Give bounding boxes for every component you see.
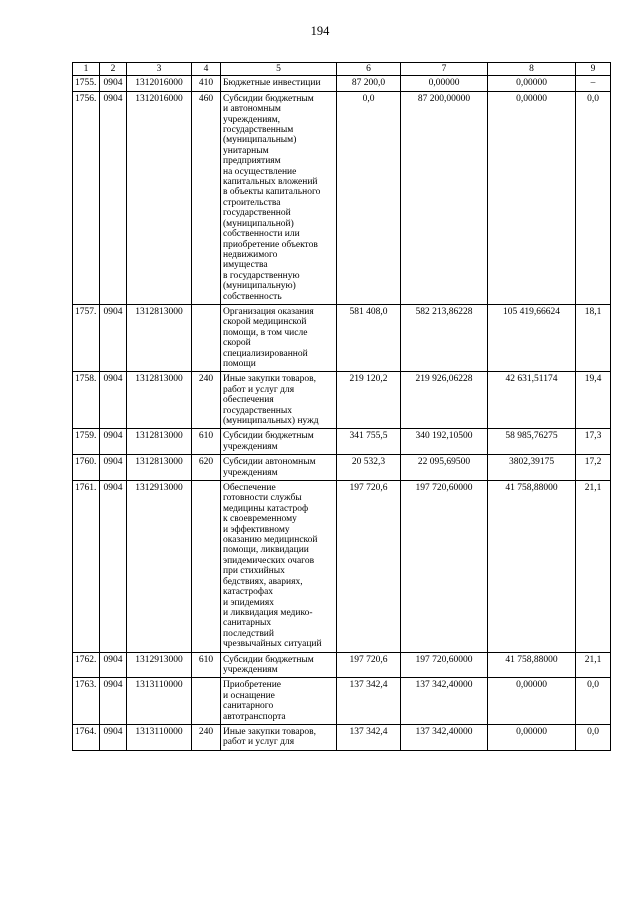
refined-amount-cell: 137 342,40000 <box>401 678 488 725</box>
expense-type-cell: 410 <box>192 76 221 91</box>
table-row <box>73 76 611 91</box>
plan-amount-cell: 0,0 <box>337 91 401 304</box>
executed-amount-cell: 0,00000 <box>488 678 576 725</box>
header-cell: 7 <box>401 63 488 76</box>
section-code-cell: 0904 <box>100 372 127 429</box>
row-number-cell: 1758. <box>73 372 100 429</box>
expense-type-cell: 240 <box>192 372 221 429</box>
executed-amount-cell: 0,00000 <box>488 76 576 91</box>
row-number-cell: 1763. <box>73 678 100 725</box>
item-name-cell: Иные закупки товаров, работ и услуг для <box>221 724 337 750</box>
expense-type-cell: 620 <box>192 455 221 481</box>
executed-amount-cell: 41 758,88000 <box>488 481 576 653</box>
refined-amount-cell: 22 095,69500 <box>401 455 488 481</box>
target-code-cell: 1312016000 <box>127 76 192 91</box>
table-row <box>73 429 611 455</box>
plan-amount-cell: 219 120,2 <box>337 372 401 429</box>
table-row <box>73 372 611 429</box>
table-row <box>73 91 611 304</box>
header-cell: 6 <box>337 63 401 76</box>
table-row <box>73 304 611 371</box>
table-row <box>73 724 611 750</box>
header-cell: 1 <box>73 63 100 76</box>
section-code-cell: 0904 <box>100 678 127 725</box>
target-code-cell: 1312016000 <box>127 91 192 304</box>
plan-amount-cell: 341 755,5 <box>337 429 401 455</box>
row-number-cell: 1756. <box>73 91 100 304</box>
plan-amount-cell: 197 720,6 <box>337 652 401 678</box>
item-name-cell: Бюджетные инвестиции <box>221 76 337 91</box>
row-number-cell: 1760. <box>73 455 100 481</box>
percent-cell: 19,4 <box>576 372 611 429</box>
item-name-cell: Приобретение и оснащение санитарного автотранспорта <box>221 678 337 725</box>
table-row <box>73 455 611 481</box>
item-name-cell: Обеспечение готовности службы медицины катастроф к своевременному и эффективному оказанию медицинской помощи, ликвидации эпидемических очагов при стихийных бедствиях, авариях, катастрофах и эпидемиях и ликвидация медико- санитарных последствий чрезвычайных ситуаций <box>221 481 337 653</box>
header-cell: 9 <box>576 63 611 76</box>
header-cell: 3 <box>127 63 192 76</box>
plan-amount-cell: 87 200,0 <box>337 76 401 91</box>
section-code-cell: 0904 <box>100 91 127 304</box>
target-code-cell: 1312813000 <box>127 372 192 429</box>
item-name-cell: Субсидии автономным учреждениям <box>221 455 337 481</box>
plan-amount-cell: 137 342,4 <box>337 724 401 750</box>
item-name-cell: Субсидии бюджетным учреждениям <box>221 652 337 678</box>
section-code-cell: 0904 <box>100 429 127 455</box>
refined-amount-cell: 197 720,60000 <box>401 481 488 653</box>
row-number-cell: 1762. <box>73 652 100 678</box>
table-body <box>73 76 611 750</box>
expense-type-cell: 610 <box>192 652 221 678</box>
executed-amount-cell: 41 758,88000 <box>488 652 576 678</box>
refined-amount-cell: 582 213,86228 <box>401 304 488 371</box>
header-cell: 8 <box>488 63 576 76</box>
table-row <box>73 678 611 725</box>
section-code-cell: 0904 <box>100 724 127 750</box>
percent-cell: 21,1 <box>576 481 611 653</box>
target-code-cell: 1313110000 <box>127 678 192 725</box>
header-cell: 5 <box>221 63 337 76</box>
target-code-cell: 1312913000 <box>127 481 192 653</box>
row-number-cell: 1757. <box>73 304 100 371</box>
row-number-cell: 1764. <box>73 724 100 750</box>
section-code-cell: 0904 <box>100 76 127 91</box>
header-cell: 2 <box>100 63 127 76</box>
executed-amount-cell: 58 985,76275 <box>488 429 576 455</box>
expense-type-cell <box>192 481 221 653</box>
plan-amount-cell: 20 532,3 <box>337 455 401 481</box>
section-code-cell: 0904 <box>100 652 127 678</box>
refined-amount-cell: 197 720,60000 <box>401 652 488 678</box>
refined-amount-cell: 0,00000 <box>401 76 488 91</box>
header-row <box>73 63 611 76</box>
percent-cell: 21,1 <box>576 652 611 678</box>
refined-amount-cell: 137 342,40000 <box>401 724 488 750</box>
budget-table <box>72 62 611 751</box>
header-cell: 4 <box>192 63 221 76</box>
target-code-cell: 1313110000 <box>127 724 192 750</box>
item-name-cell: Иные закупки товаров, работ и услуг для обеспечения государственных (муниципальных) нужд <box>221 372 337 429</box>
percent-cell: 17,2 <box>576 455 611 481</box>
row-number-cell: 1755. <box>73 76 100 91</box>
target-code-cell: 1312813000 <box>127 455 192 481</box>
section-code-cell: 0904 <box>100 304 127 371</box>
executed-amount-cell: 42 631,51174 <box>488 372 576 429</box>
percent-cell: 18,1 <box>576 304 611 371</box>
page-number: 194 <box>310 24 330 38</box>
row-number-cell: 1761. <box>73 481 100 653</box>
target-code-cell: 1312813000 <box>127 304 192 371</box>
expense-type-cell <box>192 678 221 725</box>
plan-amount-cell: 581 408,0 <box>337 304 401 371</box>
refined-amount-cell: 87 200,00000 <box>401 91 488 304</box>
executed-amount-cell: 105 419,66624 <box>488 304 576 371</box>
refined-amount-cell: 219 926,06228 <box>401 372 488 429</box>
table-row <box>73 652 611 678</box>
section-code-cell: 0904 <box>100 481 127 653</box>
refined-amount-cell: 340 192,10500 <box>401 429 488 455</box>
executed-amount-cell: 0,00000 <box>488 724 576 750</box>
expense-type-cell: 610 <box>192 429 221 455</box>
row-number-cell: 1759. <box>73 429 100 455</box>
executed-amount-cell: 0,00000 <box>488 91 576 304</box>
percent-cell: – <box>576 76 611 91</box>
item-name-cell: Субсидии бюджетным учреждениям <box>221 429 337 455</box>
percent-cell: 0,0 <box>576 724 611 750</box>
expense-type-cell <box>192 304 221 371</box>
section-code-cell: 0904 <box>100 455 127 481</box>
percent-cell: 17,3 <box>576 429 611 455</box>
plan-amount-cell: 197 720,6 <box>337 481 401 653</box>
item-name-cell: Организация оказания скорой медицинской помощи, в том числе скорой специализированной помощи <box>221 304 337 371</box>
percent-cell: 0,0 <box>576 678 611 725</box>
target-code-cell: 1312913000 <box>127 652 192 678</box>
table-row <box>73 481 611 653</box>
target-code-cell: 1312813000 <box>127 429 192 455</box>
item-name-cell: Субсидии бюджетным и автономным учреждениям, государственным (муниципальным) унитарным предприятиям на осуществление капитальных вложений в объекты капитального строительства государственной (муниципальной) собственности или приобретение объектов недвижимого имущества в государственную (муниципальную) собственность <box>221 91 337 304</box>
percent-cell: 0,0 <box>576 91 611 304</box>
executed-amount-cell: 3802,39175 <box>488 455 576 481</box>
expense-type-cell: 240 <box>192 724 221 750</box>
expense-type-cell: 460 <box>192 91 221 304</box>
plan-amount-cell: 137 342,4 <box>337 678 401 725</box>
